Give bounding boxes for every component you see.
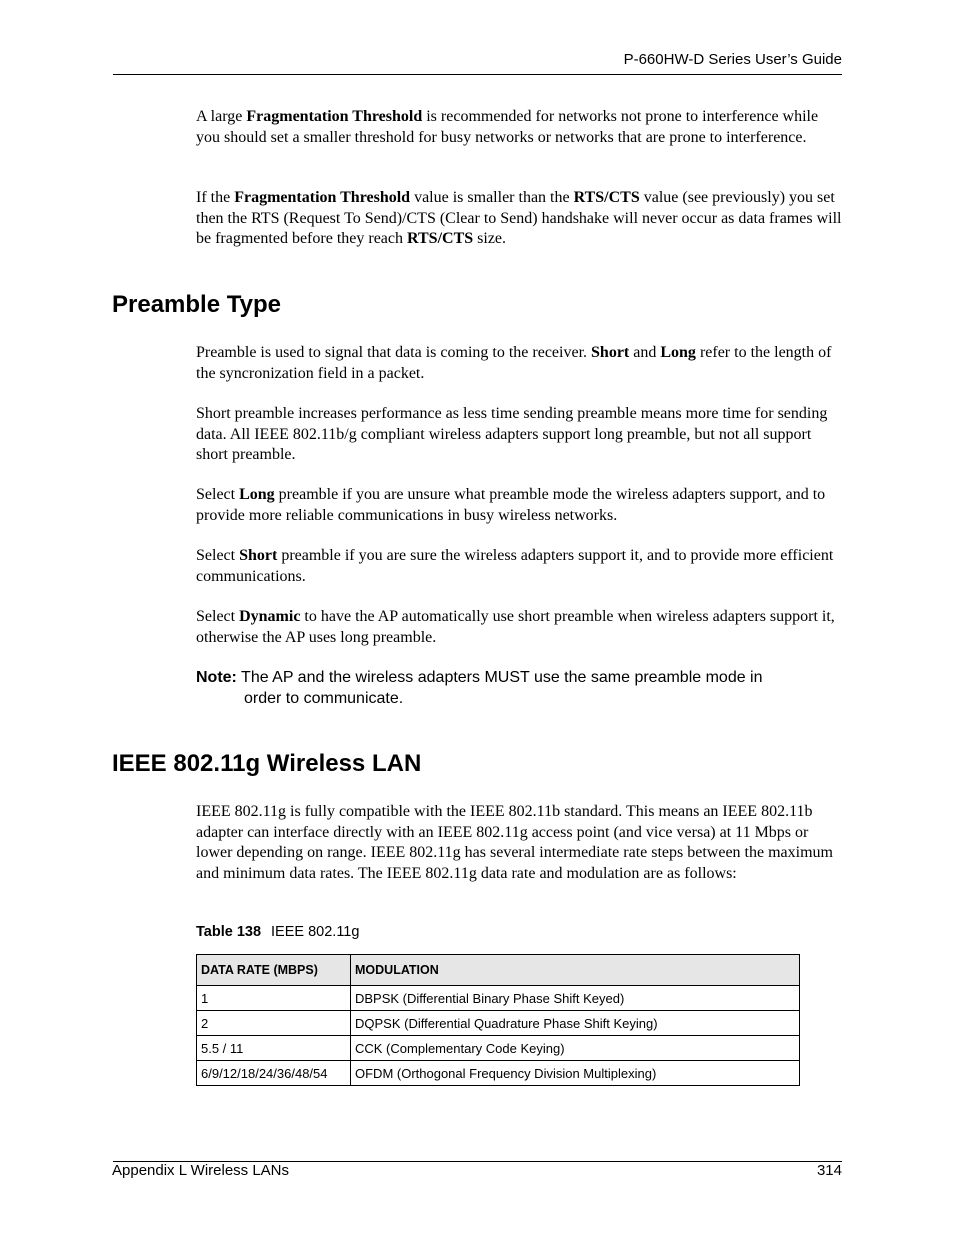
preamble-paragraph-4: Select Short preamble if you are sure the wireless adapters support it, and to provide more efficient communications. bbox=[196, 547, 834, 585]
preamble-paragraph-1: Preamble is used to signal that data is coming to the receiver. Short and Long refer to the length of the syncronization field in a packet. bbox=[196, 344, 832, 382]
data-rate-cell: 1 bbox=[197, 986, 351, 1011]
header-rule bbox=[113, 74, 842, 75]
column-header-data-rate: DATA RATE (MBPS) bbox=[197, 955, 351, 986]
data-rate-table bbox=[196, 954, 800, 1086]
column-header-modulation: MODULATION bbox=[351, 955, 800, 986]
modulation-cell: DQPSK (Differential Quadrature Phase Shift Keying) bbox=[351, 1011, 800, 1036]
data-rate-cell: 5.5 / 11 bbox=[197, 1036, 351, 1061]
preamble-note: Note: The AP and the wireless adapters MUST use the same preamble mode in order to communicate. bbox=[196, 669, 763, 707]
table-row bbox=[197, 986, 800, 1011]
preamble-heading: Preamble Type bbox=[112, 291, 281, 318]
table-caption: Table 138 IEEE 802.11g bbox=[196, 924, 360, 940]
modulation-cell: CCK (Complementary Code Keying) bbox=[351, 1036, 800, 1061]
preamble-paragraph-3: Select Long preamble if you are unsure what preamble mode the wireless adapters support, and to provide more reliable communications in busy wireless networks. bbox=[196, 486, 826, 524]
data-rate-cell: 2 bbox=[197, 1011, 351, 1036]
modulation-cell: OFDM (Orthogonal Frequency Division Multiplexing) bbox=[351, 1061, 800, 1086]
table-row bbox=[197, 1061, 800, 1086]
preamble-paragraph-5: Select Dynamic to have the AP automatically use short preamble when wireless adapters support it, otherwise the AP uses long preamble. bbox=[196, 608, 835, 646]
table-row bbox=[197, 1036, 800, 1061]
note-label: Note: bbox=[196, 669, 237, 686]
table-header-row bbox=[197, 955, 800, 986]
ieee-heading: IEEE 802.11g Wireless LAN bbox=[112, 750, 422, 777]
page-number: 314 bbox=[816, 1162, 842, 1179]
footer-section-title: Appendix L Wireless LANs bbox=[112, 1162, 290, 1179]
table-row bbox=[197, 1011, 800, 1036]
data-rate-cell: 6/9/12/18/24/36/48/54 bbox=[197, 1061, 351, 1086]
preamble-paragraph-2: Short preamble increases performance as less time sending preamble means more time for sending data. All IEEE 802.11b/g compliant wireless adapters support long preamble, but not all support short preamble. bbox=[196, 405, 828, 463]
modulation-cell: DBPSK (Differential Binary Phase Shift Keyed) bbox=[351, 986, 800, 1011]
intro-paragraph-2: If the Fragmentation Threshold value is smaller than the RTS/CTS value (see previously) you set then the RTS (Request To Send)/CTS (Clear to Send) handshake will never occur as data frames will be fragmented before they reach RTS/CTS size. bbox=[196, 189, 842, 247]
intro-paragraph-1: A large Fragmentation Threshold is recommended for networks not prone to interference while you should set a smaller threshold for busy networks or networks that are prone to interference. bbox=[196, 108, 819, 146]
running-header-title: P-660HW-D Series User’s Guide bbox=[623, 51, 842, 68]
ieee-paragraph-1: IEEE 802.11g is fully compatible with the IEEE 802.11b standard. This means an IEEE 802.11b adapter can interface directly with an IEEE 802.11g access point (and vice versa) at 11 Mbps or lower depending on range. IEEE 802.11g has several intermediate rate steps between the maximum and minimum data rates. The IEEE 802.11g data rate and modulation are as follows: bbox=[196, 803, 833, 882]
